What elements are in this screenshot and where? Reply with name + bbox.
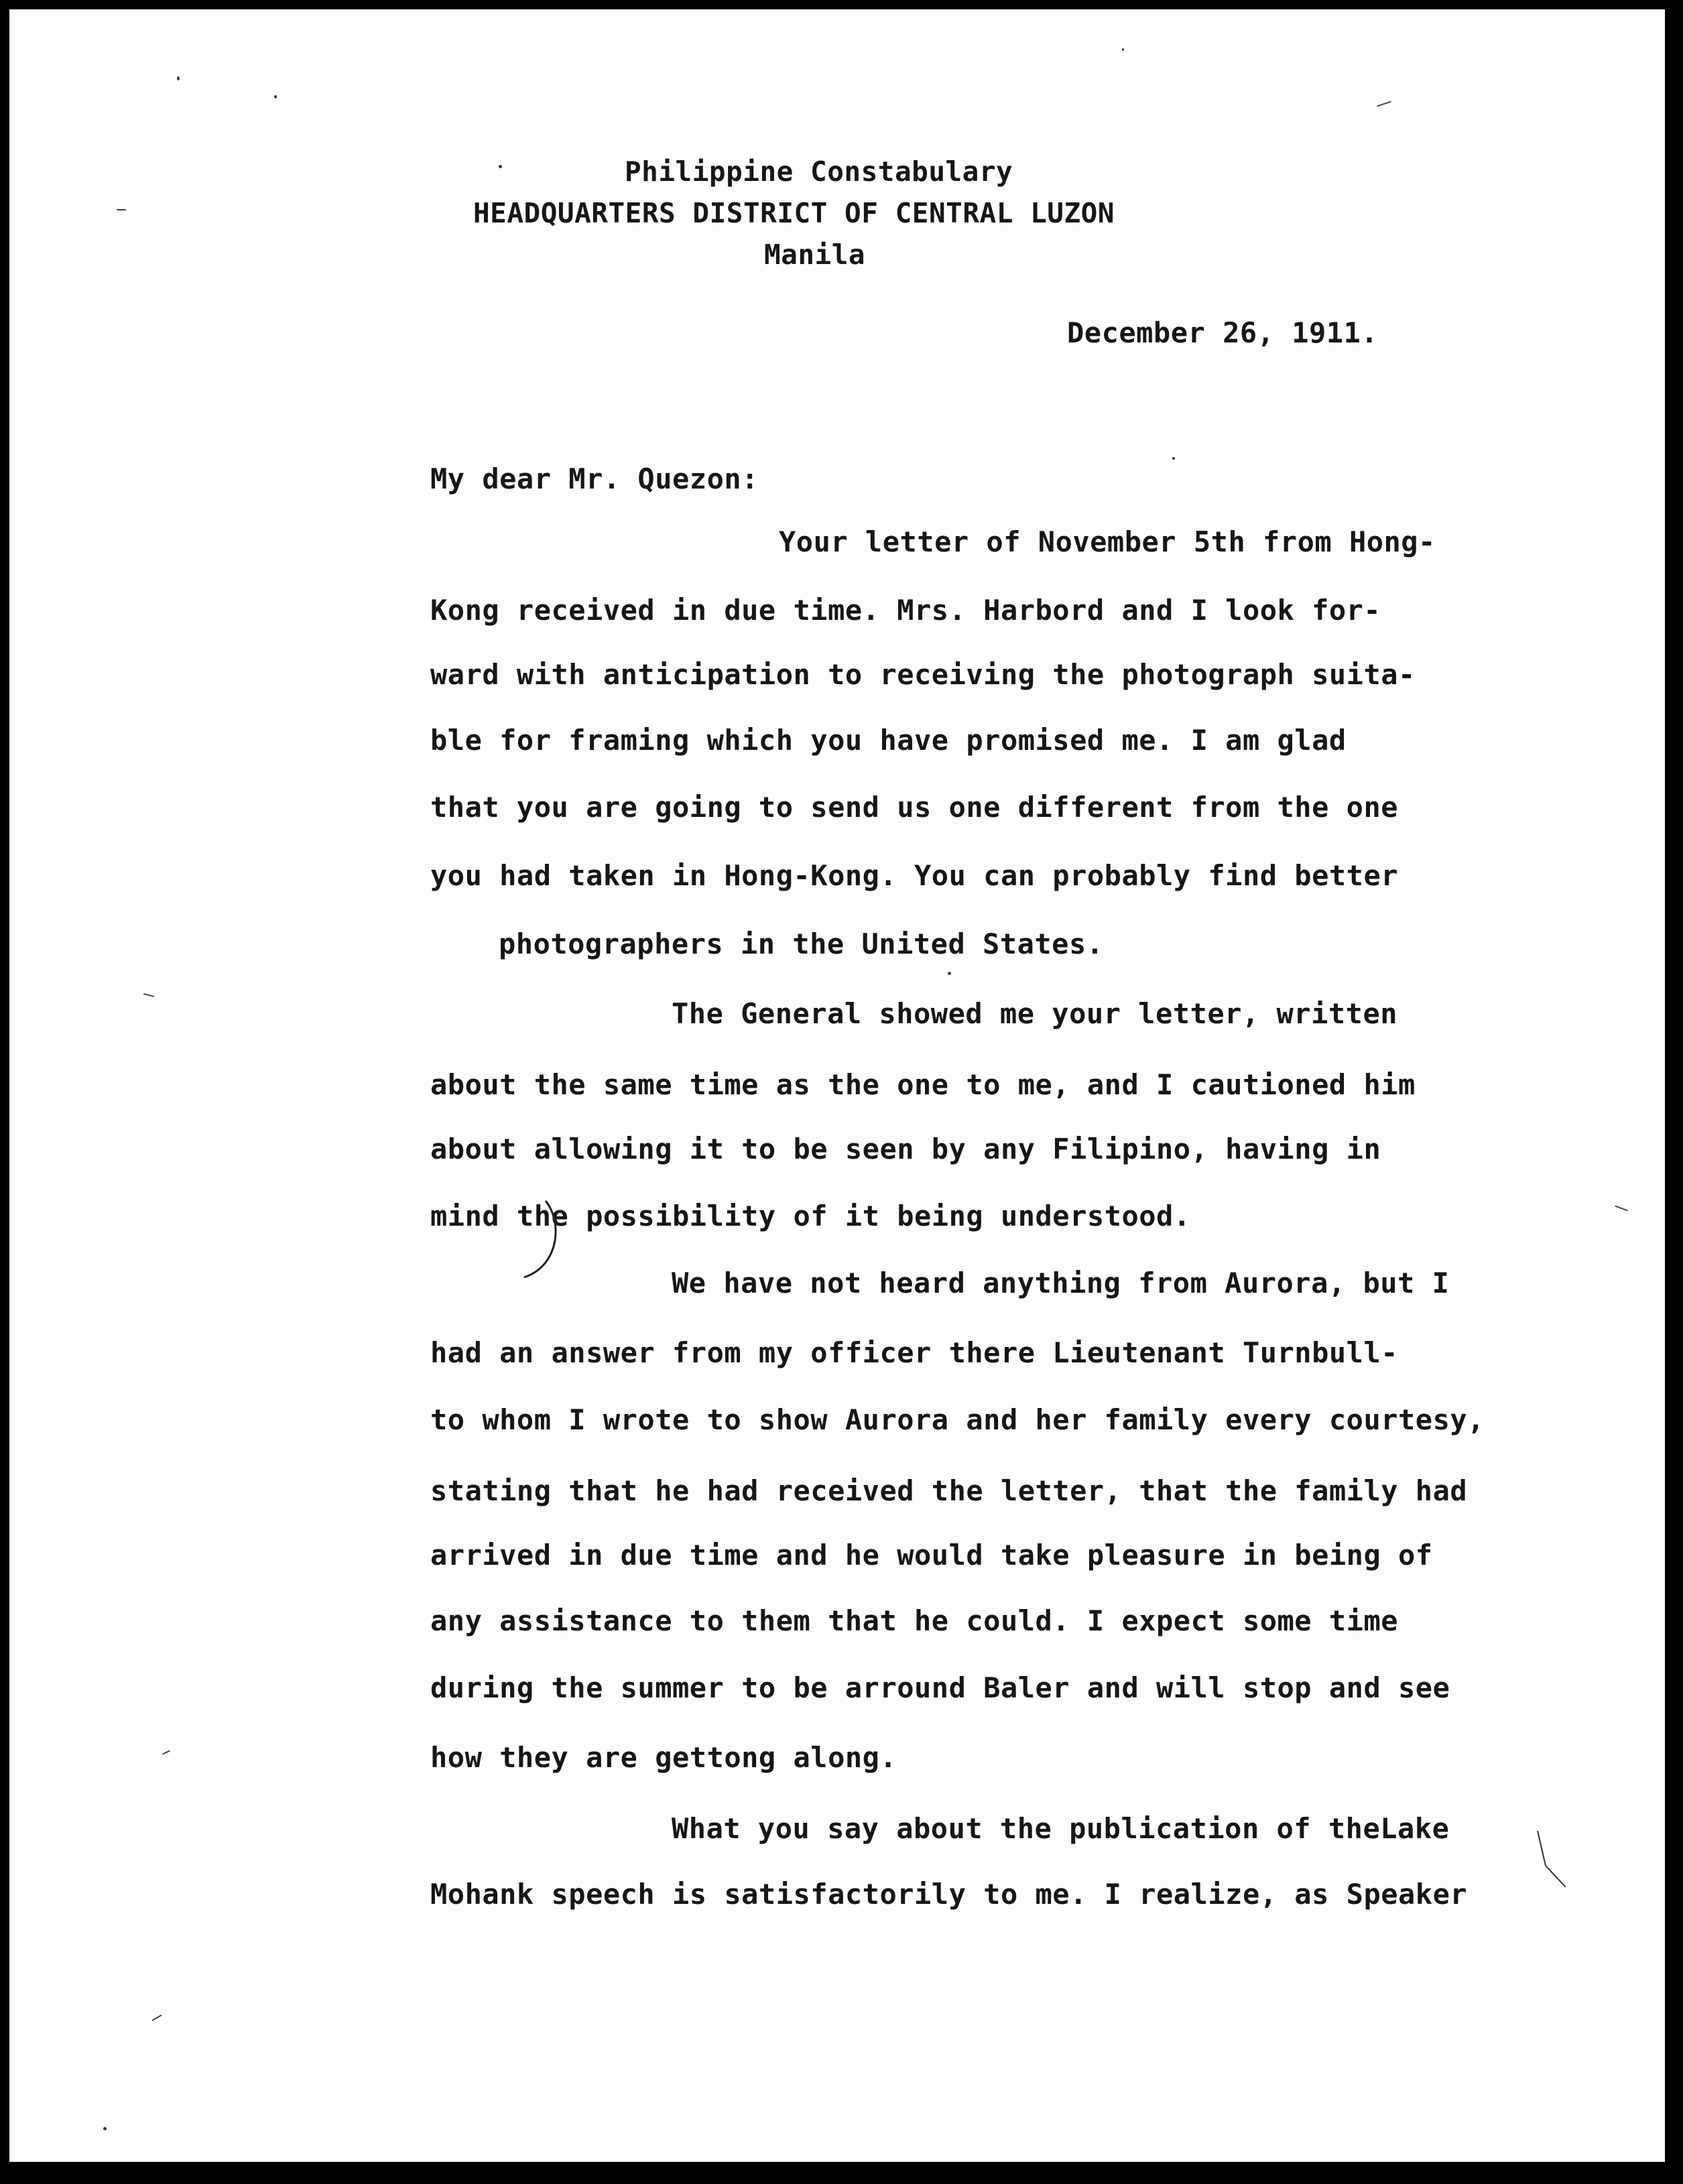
body-line: What you say about the publication of theLake <box>672 1812 1450 1845</box>
scan-speck <box>948 972 951 975</box>
scan-mark <box>152 2014 162 2021</box>
scan-speck <box>177 76 180 80</box>
scan-speck <box>274 95 277 99</box>
scan-mark <box>117 209 126 210</box>
scan-mark <box>143 993 154 997</box>
scan-speck <box>499 165 502 168</box>
body-line: that you are going to send us one different from the one <box>430 791 1399 824</box>
body-line: arrived in due time and he would take pleasure in being of <box>430 1539 1433 1571</box>
letterhead-city: Manila <box>764 239 866 271</box>
letterhead-headquarters: HEADQUARTERS DISTRICT OF CENTRAL LUZON <box>473 197 1115 229</box>
body-line: about allowing it to be seen by any Filipino, having in <box>430 1133 1381 1165</box>
body-line: you had taken in Hong-Kong. You can probably find better <box>430 859 1399 892</box>
scan-mark <box>162 1750 170 1755</box>
document-page <box>9 9 1665 2162</box>
body-line: ble for framing which you have promised me. I am glad <box>430 724 1347 757</box>
salutation: My dear Mr. Quezon: <box>430 462 759 495</box>
scan-mark <box>1377 101 1391 107</box>
letter-date: December 26, 1911. <box>1067 316 1379 349</box>
scan-mark <box>1615 1206 1627 1212</box>
scan-edge <box>1665 0 1683 2184</box>
body-line: about the same time as the one to me, and I cautioned him <box>430 1068 1416 1101</box>
letterhead-organization: Philippine Constabulary <box>625 155 1013 188</box>
body-line: to whom I wrote to show Aurora and her family every courtesy, <box>430 1403 1485 1436</box>
body-line: Kong received in due time. Mrs. Harbord and I look for- <box>430 594 1381 627</box>
body-line: The General showed me your letter, written <box>672 997 1398 1030</box>
scan-speck <box>1122 48 1124 51</box>
body-line: Mohank speech is satisfactorily to me. I realize, as Speaker <box>430 1878 1468 1911</box>
body-line: during the summer to be arround Baler and will stop and see <box>430 1671 1450 1704</box>
body-line: photographers in the United States. <box>499 927 1104 960</box>
body-line: We have not heard anything from Aurora, but I <box>672 1267 1450 1299</box>
body-line: stating that he had received the letter, that the family had <box>430 1474 1468 1507</box>
body-line: ward with anticipation to receiving the photograph suita- <box>430 658 1416 691</box>
body-line: any assistance to them that he could. I expect some time <box>430 1604 1399 1637</box>
body-line: mind the possibility of it being understood. <box>430 1200 1191 1232</box>
scan-speck <box>1172 457 1175 460</box>
body-line: had an answer from my officer there Lieutenant Turnbull- <box>430 1336 1399 1369</box>
body-line: how they are gettong along. <box>430 1741 897 1774</box>
scan-speck <box>103 2127 107 2130</box>
pen-stroke-mark <box>519 1196 572 1283</box>
body-line: Your letter of November 5th from Hong- <box>779 525 1436 558</box>
scan-scribble <box>1531 1825 1571 1892</box>
